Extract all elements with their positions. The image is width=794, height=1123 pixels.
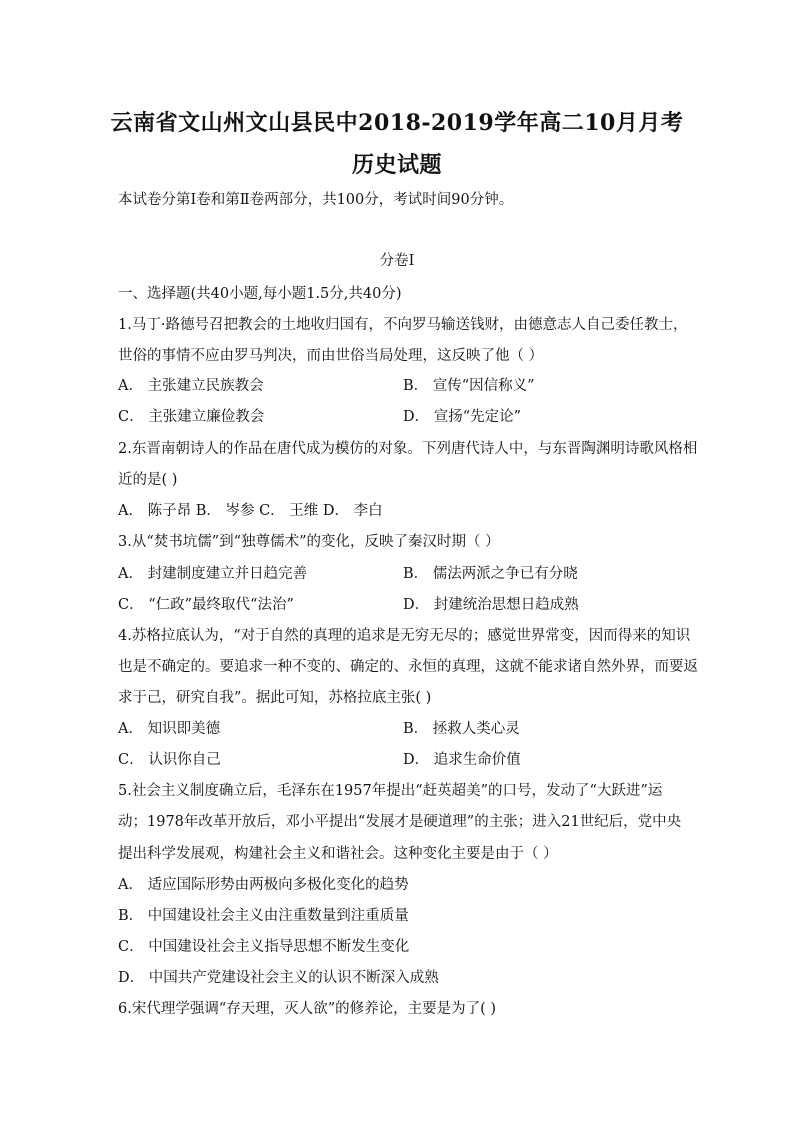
part-heading: 一、选择题(共40小题,每小题1.5分,共40分) bbox=[118, 286, 402, 302]
section-label: 分卷I bbox=[379, 253, 415, 269]
question-1-line-1: 1.马丁·路德号召把教会的土地收归国有，不向罗马输送钱财，由德意志人自己委任教士， bbox=[118, 317, 688, 333]
question-4-line-2: 也是不确定的。要追求一种不变的、确定的、永恒的真理，这就不能求诸自然外界，而要返 bbox=[118, 659, 698, 675]
question-2-options: A． 陈子昂 B． 岑参 C． 王维 D． 李白 bbox=[118, 503, 383, 519]
question-5-line-2: 动；1978年改革开放后，邓小平提出“发展才是硬道理”的主张；进入21世纪后，党中央 bbox=[118, 814, 682, 830]
question-2-line-2: 近的是( ) bbox=[118, 472, 178, 488]
question-3-option-c: C． “仁政”最终取代“法治” bbox=[118, 597, 294, 613]
question-4-line-3: 求于己，研究自我”。据此可知，苏格拉底主张( ) bbox=[118, 690, 432, 706]
question-1-option-d: D． 宣扬“先定论” bbox=[403, 409, 522, 425]
question-1-option-c: C． 主张建立廉俭教会 bbox=[118, 409, 265, 425]
question-3-option-d: D． 封建统治思想日趋成熟 bbox=[403, 597, 579, 613]
question-4-option-a: A． 知识即美德 bbox=[118, 721, 221, 737]
question-3-option-a: A． 封建制度建立并日趋完善 bbox=[118, 566, 308, 582]
question-4-option-c: C． 认识你自己 bbox=[118, 752, 221, 768]
exam-subject: 历史试题 bbox=[351, 152, 442, 178]
exam-intro: 本试卷分第Ⅰ卷和第Ⅱ卷两部分，共100分，考试时间90分钟。 bbox=[118, 192, 514, 208]
question-4-option-b: B． 拯救人类心灵 bbox=[403, 721, 520, 737]
question-5-option-b: B． 中国建设社会主义由注重数量到注重质量 bbox=[118, 908, 409, 924]
question-3-line-1: 3.从“焚书坑儒”到“独尊儒术”的变化，反映了秦汉时期（ ） bbox=[118, 534, 500, 550]
question-6-line-1: 6.宋代理学强调“存天理，灭人欲”的修养论，主要是为了( ) bbox=[118, 1001, 497, 1017]
question-5-option-c: C． 中国建设社会主义指导思想不断发生变化 bbox=[118, 939, 410, 955]
question-1-option-a: A． 主张建立民族教会 bbox=[118, 378, 264, 394]
exam-title: 云南省文山州文山县民中2018-2019学年高二10月月考 bbox=[110, 110, 684, 136]
question-3-option-b: B． 儒法两派之争已有分晓 bbox=[403, 566, 578, 582]
question-4-option-d: D． 追求生命价值 bbox=[403, 752, 521, 768]
question-1-line-2: 世俗的事情不应由罗马判决，而由世俗当局处理，这反映了他（ ） bbox=[118, 348, 544, 364]
question-5-option-d: D． 中国共产党建设社会主义的认识不断深入成熟 bbox=[118, 970, 439, 986]
question-2-line-1: 2.东晋南朝诗人的作品在唐代成为模仿的对象。下列唐代诗人中，与东晋陶渊明诗歌风格相 bbox=[118, 441, 698, 457]
question-4-line-1: 4.苏格拉底认为，“对于自然的真理的追求是无穷无尽的；感觉世界常变，因而得来的知识 bbox=[118, 628, 691, 644]
question-5-option-a: A． 适应国际形势由两极向多极化变化的趋势 bbox=[118, 877, 409, 893]
question-5-line-3: 提出科学发展观，构建社会主义和谐社会。这种变化主要是由于（ ） bbox=[118, 846, 558, 862]
question-5-line-1: 5.社会主义制度确立后，毛泽东在1957年提出“赶英超美”的口号，发动了“大跃进”运 bbox=[118, 783, 663, 799]
question-1-option-b: B． 宣传“因信称义” bbox=[403, 378, 535, 394]
